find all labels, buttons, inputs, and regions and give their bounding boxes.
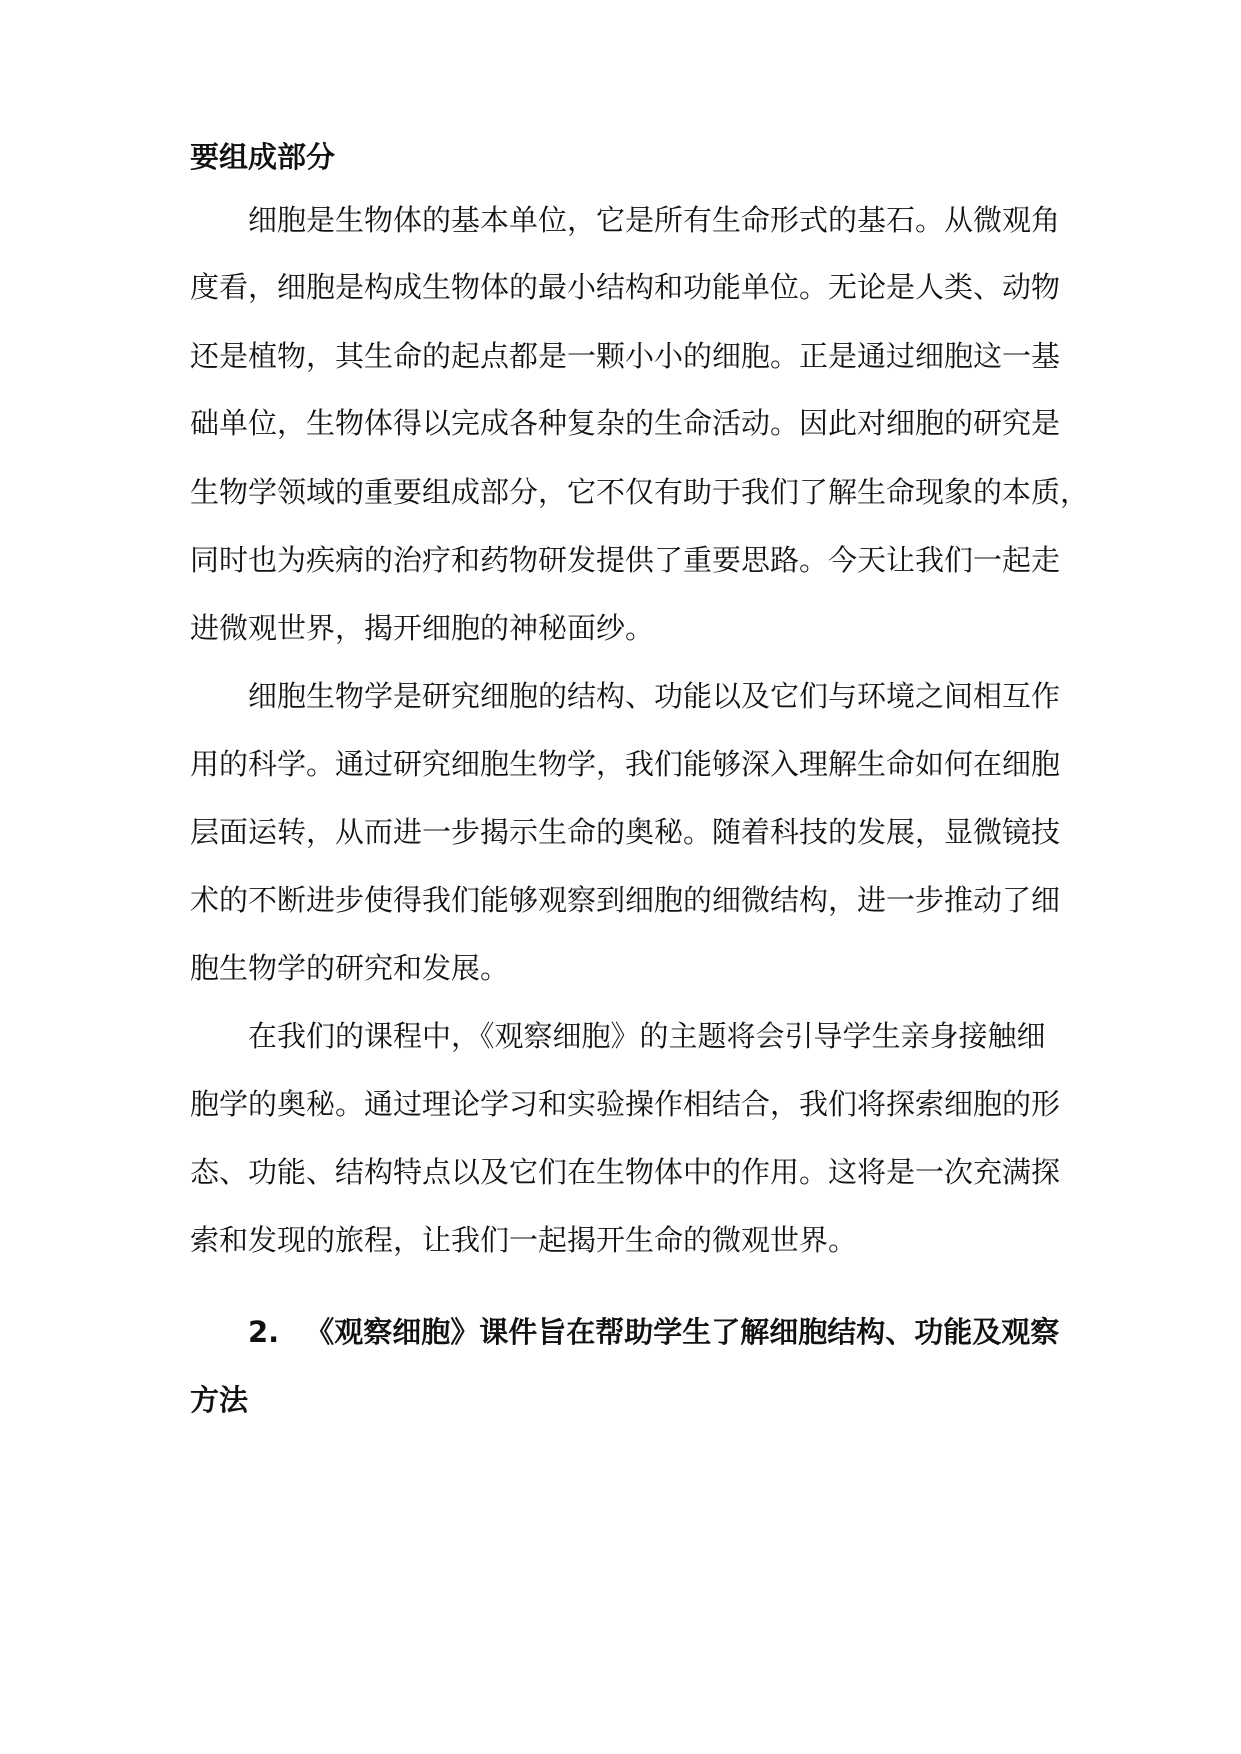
section-heading-line: [248, 1312, 1059, 1352]
paragraph-line: 胞学的奥秘。通过理论学习和实验操作相结合，我们将探索细胞的形: [190, 1087, 1061, 1121]
paragraph-line: 还是植物，其生命的起点都是一颗小小的细胞。正是通过细胞这一基: [190, 339, 1061, 373]
paragraph-line: 用的科学。通过研究细胞生物学，我们能够深入理解生命如何在细胞: [190, 747, 1061, 781]
paragraph-line: 进微观世界，揭开细胞的神秘面纱。: [190, 611, 655, 645]
paragraph-line: 细胞生物学是研究细胞的结构、功能以及它们与环境之间相互作: [248, 679, 1061, 713]
paragraph-line: 层面运转，从而进一步揭示生命的奥秘。随着科技的发展，显微镜技: [190, 815, 1061, 849]
paragraph-line: 胞生物学的研究和发展。: [190, 951, 510, 985]
paragraph-line: 术的不断进步使得我们能够观察到细胞的细微结构，进一步推动了细: [190, 883, 1061, 917]
paragraph-line: 细胞是生物体的基本单位，它是所有生命形式的基石。从微观角: [248, 203, 1061, 237]
paragraph-line: 度看，细胞是构成生物体的最小结构和功能单位。无论是人类、动物: [190, 270, 1061, 304]
paragraph-line: 生物学领域的重要组成部分，它不仅有助于我们了解生命现象的本质，: [190, 475, 1090, 509]
paragraph-line: 础单位，生物体得以完成各种复杂的生命活动。因此对细胞的研究是: [190, 406, 1061, 440]
section-heading-line: 方法: [190, 1383, 249, 1417]
section-number: 2.: [248, 1315, 280, 1349]
paragraph-line: 态、功能、结构特点以及它们在生物体中的作用。这将是一次充满探: [190, 1155, 1061, 1189]
paragraph-line: 索和发现的旅程，让我们一起揭开生命的微观世界。: [190, 1223, 858, 1257]
paragraph-line: 在我们的课程中，《观察细胞》的主题将会引导学生亲身接触细: [248, 1019, 1046, 1053]
paragraph-line: 同时也为疾病的治疗和药物研发提供了重要思路。今天让我们一起走: [190, 543, 1061, 577]
section-title: 《观察细胞》课件旨在帮助学生了解细胞结构、功能及观察: [305, 1315, 1060, 1349]
heading-continuation: 要组成部分: [190, 140, 336, 174]
